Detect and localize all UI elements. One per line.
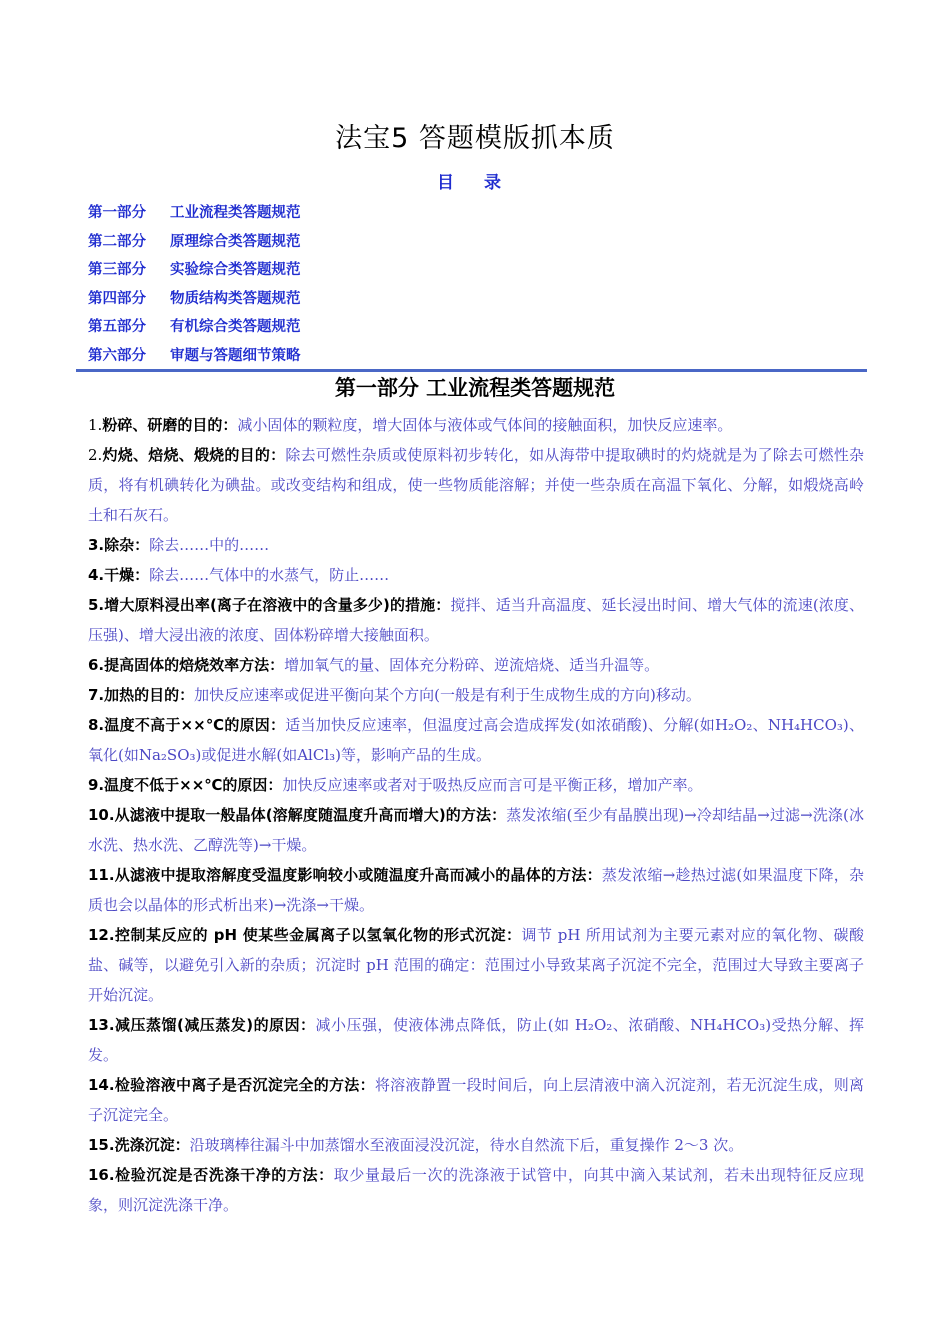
toc-item-label: 审题与答题细节策略 (170, 347, 301, 364)
toc-item-number: 第五部分 (88, 319, 146, 336)
item-answer: 加快反应速率或者对于吸热反应而言可是平衡正移，增加产率。 (282, 776, 703, 794)
item-question: 6.提高固体的焙烧效率方法： (88, 656, 285, 674)
item-question: 16.检验沉淀是否洗涤干净的方法： (88, 1166, 334, 1184)
item-question: 11.从滤液中提取溶解度受温度影响较小或随温度升高而减小的晶体的方法： (88, 866, 602, 884)
item-answer: 除去……气体中的水蒸气，防止…… (149, 566, 390, 584)
list-item (88, 530, 864, 560)
item-question: 9.温度不低于××℃的原因： (88, 776, 283, 794)
list-item (88, 1130, 864, 1160)
toc-item-label: 有机综合类答题规范 (170, 319, 301, 336)
toc-item-label: 原理综合类答题规范 (170, 233, 301, 250)
toc-item[interactable] (88, 199, 301, 228)
toc-item[interactable] (88, 313, 301, 342)
list-item (88, 860, 864, 920)
item-answer: 蒸发浓缩(至少有晶膜出现)→冷却结晶→过滤→洗涤(冰水洗、热水洗、乙醇洗等)→干燥。 (88, 806, 864, 854)
item-number: 1. (88, 416, 103, 434)
item-question: 13.减压蒸馏(减压蒸发)的原因： (88, 1016, 316, 1034)
item-answer: 减小固体的颗粒度，增大固体与液体或气体间的接触面积，加快反应速率。 (237, 416, 733, 434)
section-title: 第一部分 工业流程类答题规范 (334, 376, 616, 400)
item-question: 5.增大原料浸出率(离子在溶液中的含量多少)的措施： (88, 596, 451, 614)
list-item (88, 1010, 864, 1070)
toc-item[interactable] (88, 256, 301, 285)
item-question: 7.加热的目的： (88, 686, 195, 704)
list-item (88, 920, 864, 1010)
toc-item-number: 第二部分 (88, 233, 146, 250)
item-question: 4.干燥： (88, 566, 150, 584)
item-question: 10.从滤液中提取一般晶体(溶解度随温度升高而增大)的方法： (88, 806, 507, 824)
toc-item-label: 物质结构类答题规范 (170, 290, 301, 307)
item-question: 12.控制某反应的 pH 使某些金属离子以氢氧化物的形式沉淀： (88, 926, 522, 944)
toc-item-label: 工业流程类答题规范 (170, 205, 301, 221)
item-question: 14.检验溶液中离子是否沉淀完全的方法： (88, 1076, 375, 1094)
item-answer: 将溶液静置一段时间后，向上层清液中滴入沉淀剂，若无沉淀生成，则离子沉淀完全。 (88, 1076, 864, 1124)
item-number: 2. (88, 446, 103, 464)
toc-item-number: 第六部分 (88, 347, 146, 364)
answer-template-list (88, 410, 864, 1220)
toc-item[interactable] (88, 285, 301, 314)
item-answer: 取少量最后一次的洗涤液于试管中，向其中滴入某试剂，若未出现特征反应现象，则沉淀洗涤干净。 (88, 1166, 864, 1214)
item-question: 3.除杂： (88, 536, 150, 554)
table-of-contents (88, 199, 301, 371)
list-item (88, 1160, 864, 1220)
item-answer: 增加氧气的量、固体充分粉碎、逆流焙烧、适当升温等。 (284, 656, 660, 674)
list-item (88, 710, 864, 770)
list-item (88, 770, 864, 800)
toc-item[interactable] (88, 342, 301, 371)
document-title: 法宝5 答题模版抓本质 (335, 123, 615, 154)
list-item (88, 590, 864, 650)
item-answer: 沿玻璃棒往漏斗中加蒸馏水至液面浸没沉淀，待水自然流下后，重复操作 2～3 次。 (189, 1136, 744, 1154)
toc-heading: 目 录 (437, 173, 513, 193)
item-question: 15.洗涤沉淀： (88, 1136, 190, 1154)
toc-item-number: 第四部分 (88, 290, 146, 307)
list-item (88, 800, 864, 860)
toc-item-number: 第三部分 (88, 262, 146, 279)
list-item (88, 680, 864, 710)
item-answer: 搅拌、适当升高温度、延长浸出时间、增大气体的流速(浓度、压强)、增大浸出液的浓度、固体粉碎增大接触面积。 (88, 596, 864, 644)
toc-item-number: 第一部分 (88, 205, 146, 221)
list-item (88, 560, 864, 590)
item-answer: 调节 pH 所用试剂为主要元素对应的氧化物、碳酸盐、碱等，以避免引入新的杂质；沉淀时 pH 范围的确定：范围过小导致某离子沉淀不完全，范围过大导致主要离子开始沉淀。 (88, 926, 864, 1004)
item-question: 粉碎、研磨的目的： (102, 416, 238, 434)
toc-item[interactable] (88, 228, 301, 257)
list-item (88, 440, 864, 530)
item-answer: 加快反应速率或促进平衡向某个方向(一般是有利于生成物生成的方向)移动。 (194, 686, 701, 704)
list-item (88, 650, 864, 680)
item-question: 灼烧、焙烧、煅烧的目的： (102, 446, 286, 464)
item-answer: 除去……中的…… (149, 536, 270, 554)
toc-item-label: 实验综合类答题规范 (170, 262, 301, 279)
item-answer: 蒸发浓缩→趁热过滤(如果温度下降，杂质也会以晶体的形式析出来)→洗涤→干燥。 (88, 866, 864, 914)
list-item (88, 410, 864, 440)
item-answer: 减小压强，使液体沸点降低，防止(如 H₂O₂、浓硝酸、NH₄HCO₃)受热分解、挥发。 (88, 1016, 864, 1064)
item-question: 8.温度不高于××℃的原因： (88, 716, 286, 734)
list-item (88, 1070, 864, 1130)
item-answer: 除去可燃性杂质或使原料初步转化，如从海带中提取碘时的灼烧就是为了除去可燃性杂质，将有机碘转化为碘盐。或改变结构和组成，使一些物质能溶解；并使一些杂质在高温下氧化、分解，如煅烧高岭土和石灰石。 (88, 446, 864, 524)
item-answer: 适当加快反应速率，但温度过高会造成挥发(如浓硝酸)、分解(如H₂O₂、NH₄HCO₃)、氧化(如Na₂SO₃)或促进水解(如AlCl₃)等，影响产品的生成。 (88, 716, 864, 764)
